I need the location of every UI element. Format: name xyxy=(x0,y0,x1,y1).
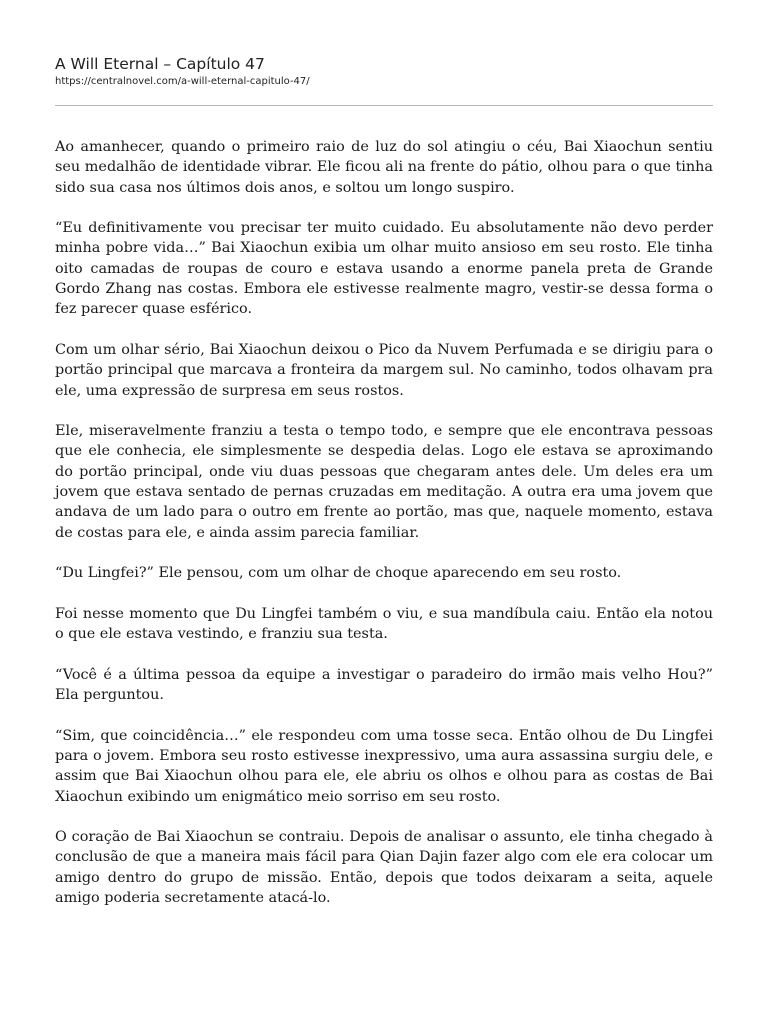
paragraph-7: “Você é a última pessoa da equipe a investigar o paradeiro do irmão mais velho Hou?” Ela perguntou. xyxy=(55,666,713,704)
document-title: A Will Eternal – Capítulo 47 xyxy=(55,55,265,73)
paragraph-4: Ele, miseravelmente franziu a testa o tempo todo, e sempre que ele encontrava pessoas que ele conhecia, ele simplesmente se despedia delas. Logo ele estava se aproximando do portão principal, onde viu duas pessoas que chegaram antes dele. Um deles era um jovem que estava sentado de pernas cruzadas em meditação. A outra era uma jovem que andava de um lado para o outro em frente ao portão, mas que, naquele momento, estava de costas para ele, e ainda assim parecia familiar. xyxy=(55,423,713,541)
paragraph-1: Ao amanhecer, quando o primeiro raio de luz do sol atingiu o céu, Bai Xiaochun sentiu seu medalhão de identidade vibrar. Ele ficou ali na frente do pátio, olhou para o que tinha sido sua casa nos últimos dois anos, e soltou um longo suspiro. xyxy=(55,139,713,196)
paragraph-5: “Du Lingfei?” Ele pensou, com um olhar de choque aparecendo em seu rosto. xyxy=(55,565,622,582)
paragraph-9: O coração de Bai Xiaochun se contraiu. Depois de analisar o assunto, ele tinha chegado à conclusão de que a maneira mais fácil para Qian Dajin fazer algo com ele era colocar um amigo dentro do grupo de missão. Então, depois que todos deixaram a seita, aquele amigo poderia secretamente atacá-lo. xyxy=(55,829,713,906)
paragraph-6: Foi nesse momento que Du Lingfei também o viu, e sua mandíbula caiu. Então ela notou o que ele estava vestindo, e franziu sua testa. xyxy=(55,605,713,643)
source-url: https://centralnovel.com/a-will-eternal-capitulo-47/ xyxy=(55,76,310,87)
paragraph-3: Com um olhar sério, Bai Xiaochun deixou o Pico da Nuvem Perfumada e se dirigiu para o portão principal que marcava a fronteira da margem sul. No caminho, todos olhavam pra ele, uma expressão de surpresa em seus rostos. xyxy=(55,341,713,399)
header-divider xyxy=(55,105,713,106)
document-page xyxy=(55,54,713,908)
chapter-body xyxy=(55,137,713,908)
paragraph-2: “Eu definitivamente vou precisar ter muito cuidado. Eu absolutamente não devo perder minha pobre vida…” Bai Xiaochun exibia um olhar muito ansioso em seu rosto. Ele tinha oito camadas de roupas de couro e estava usando a enorme panela preta de Grande Gordo Zhang nas costas. Embora ele estivesse realmente magro, vestir-se dessa forma o fez parecer quase esférico. xyxy=(55,220,713,318)
paragraph-8: “Sim, que coincidência…” ele respondeu com uma tosse seca. Então olhou de Du Lingfei para o jovem. Embora seu rosto estivesse inexpressivo, uma aura assassina surgiu dele, e assim que Bai Xiaochun olhou para ele, ele abriu os olhos e olhou para as costas de Bai Xiaochun exibindo um enigmático meio sorriso em seu rosto. xyxy=(55,727,713,805)
